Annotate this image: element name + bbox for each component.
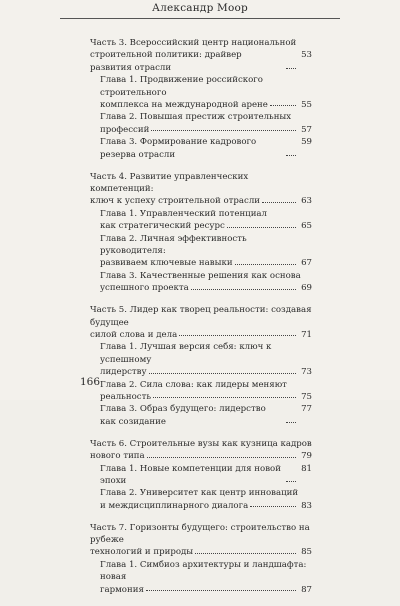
toc-line-last bbox=[90, 329, 312, 341]
dot-leader bbox=[286, 421, 296, 423]
chapter-entry bbox=[90, 233, 312, 270]
chapter-page-number: 81 bbox=[301, 463, 312, 474]
toc-part bbox=[90, 438, 312, 512]
running-header: Александр Моор bbox=[152, 2, 248, 14]
chapter-page-number: 57 bbox=[301, 124, 312, 135]
chapter-entry bbox=[90, 111, 312, 136]
toc-part bbox=[90, 522, 312, 596]
toc-line-last bbox=[100, 500, 312, 512]
toc-line-last bbox=[90, 49, 312, 74]
toc-line-last bbox=[100, 136, 312, 161]
chapter-title-text: профессий bbox=[100, 124, 150, 135]
part-page-number: 85 bbox=[301, 547, 312, 558]
chapter-page-number: 69 bbox=[301, 283, 312, 294]
dot-leader bbox=[227, 226, 296, 228]
chapter-title-text: гармония bbox=[100, 584, 144, 595]
toc-line bbox=[100, 487, 312, 499]
toc-line bbox=[90, 438, 312, 450]
chapter-title-text: Глава 1. Продвижение российского строительного bbox=[100, 75, 263, 98]
chapter-entry bbox=[90, 403, 312, 428]
chapter-entry bbox=[90, 270, 312, 295]
toc-line-last bbox=[90, 450, 312, 462]
table-of-contents bbox=[90, 37, 312, 606]
chapter-entry bbox=[90, 74, 312, 111]
header-rule bbox=[60, 18, 340, 19]
toc-line-last bbox=[100, 403, 312, 428]
toc-line-last bbox=[90, 546, 312, 558]
chapter-page-number: 65 bbox=[301, 221, 312, 232]
part-title-text: Часть 4. Развитие управленческих компетенций: bbox=[90, 171, 249, 194]
toc-line-last bbox=[100, 99, 312, 111]
dot-leader bbox=[286, 67, 296, 69]
toc-line-last bbox=[100, 366, 312, 378]
toc-part bbox=[90, 37, 312, 161]
chapter-page-number: 59 bbox=[301, 137, 312, 148]
part-title bbox=[90, 304, 312, 341]
chapter-title-text: Глава 2. Личная эффективность руководителя: bbox=[100, 233, 247, 256]
chapter-title-text: Глава 2. Университет как центр инноваций bbox=[100, 488, 299, 499]
dot-leader bbox=[250, 505, 296, 507]
dot-leader bbox=[149, 372, 296, 374]
chapter-title-text: успешного проекта bbox=[100, 283, 189, 294]
chapter-title-text: как стратегический ресурс bbox=[100, 221, 225, 232]
toc-line bbox=[100, 208, 312, 220]
part-title-text: Часть 7. Горизонты будущего: строительство на рубеже bbox=[90, 522, 310, 546]
toc-line bbox=[100, 270, 312, 282]
chapter-title-text: Глава 2. Сила слова: как лидеры меняют bbox=[100, 379, 287, 390]
chapter-page-number: 87 bbox=[301, 584, 312, 595]
chapter-title-text: Глава 3. Формирование кадрового резерва отрасли bbox=[100, 137, 257, 160]
toc-line-last bbox=[100, 584, 312, 596]
dot-leader bbox=[235, 263, 296, 265]
dot-leader bbox=[195, 552, 296, 554]
chapter-title-text: развиваем ключевые навыки bbox=[100, 258, 233, 269]
part-title bbox=[90, 37, 312, 74]
part-title-text: ключ к успеху строительной отрасли bbox=[90, 196, 261, 207]
toc-line-last bbox=[100, 220, 312, 232]
part-title-text: нового типа bbox=[90, 451, 145, 462]
page-number: 166 bbox=[80, 376, 101, 388]
chapter-entry bbox=[90, 559, 312, 596]
part-page-number: 53 bbox=[301, 50, 312, 61]
part-title-text: Часть 6. Строительные вузы как кузница кадров bbox=[90, 438, 312, 449]
part-page-number: 79 bbox=[301, 451, 312, 462]
chapter-entry bbox=[90, 136, 312, 161]
chapter-page-number: 77 bbox=[301, 404, 312, 415]
chapter-title-text: Глава 1. Управленческий потенциал bbox=[100, 208, 268, 219]
toc-line bbox=[90, 304, 312, 329]
toc-line bbox=[100, 233, 312, 258]
chapter-title-text: Глава 1. Новые компетенции для новой эпохи bbox=[100, 463, 281, 486]
part-page-number: 71 bbox=[301, 329, 312, 340]
toc-line bbox=[100, 74, 312, 99]
toc-line bbox=[100, 111, 312, 123]
chapter-title-text: Глава 3. Качественные решения как основа bbox=[100, 270, 301, 281]
dot-leader bbox=[153, 396, 296, 398]
chapter-title-text: Глава 1. Симбиоз архитектуры и ландшафта: новая bbox=[100, 559, 307, 583]
toc-line bbox=[100, 379, 312, 391]
dot-leader bbox=[151, 129, 296, 131]
toc-line bbox=[100, 559, 312, 584]
part-title-text: Часть 5. Лидер как творец реальности: создавая будущее bbox=[90, 305, 312, 328]
dot-leader bbox=[286, 154, 296, 156]
chapter-entry bbox=[90, 463, 312, 488]
toc-line bbox=[100, 341, 312, 366]
toc-line bbox=[90, 37, 312, 49]
toc-part bbox=[90, 304, 312, 428]
part-page-number: 63 bbox=[301, 196, 312, 207]
toc-line-last bbox=[90, 195, 312, 207]
chapter-page-number: 75 bbox=[301, 391, 312, 402]
chapter-entry bbox=[90, 487, 312, 512]
chapter-title-text: комплекса на международной арене bbox=[100, 100, 268, 111]
toc-line bbox=[90, 522, 312, 547]
chapter-title-text: Глава 3. Образ будущего: лидерство как созидание bbox=[100, 404, 266, 427]
chapter-title-text: реальность bbox=[100, 391, 151, 402]
part-title-text: Часть 3. Всероссийский центр национальной bbox=[90, 38, 297, 48]
toc-line-last bbox=[100, 257, 312, 269]
chapter-page-number: 73 bbox=[301, 367, 312, 378]
part-title-text: строительной политики: драйвер развития отрасли bbox=[90, 50, 242, 73]
part-title-text: силой слова и дела bbox=[90, 329, 178, 340]
chapter-page-number: 55 bbox=[301, 100, 312, 111]
chapter-entry bbox=[90, 208, 312, 233]
chapter-entry bbox=[90, 341, 312, 378]
chapter-title-text: лидерству bbox=[100, 367, 147, 378]
toc-line-last bbox=[100, 282, 312, 294]
dot-leader bbox=[146, 589, 296, 591]
chapter-page-number: 67 bbox=[301, 258, 312, 269]
part-title bbox=[90, 171, 312, 208]
dot-leader bbox=[147, 456, 296, 458]
part-title-text: технологий и природы bbox=[90, 547, 194, 558]
dot-leader bbox=[270, 104, 296, 106]
toc-line-last bbox=[100, 124, 312, 136]
dot-leader bbox=[179, 334, 296, 336]
toc-line-last bbox=[100, 391, 312, 403]
toc-line bbox=[90, 171, 312, 196]
chapter-title-text: Глава 1. Лучшая версия себя: ключ к успешному bbox=[100, 342, 272, 365]
chapter-page-number: 83 bbox=[301, 500, 312, 511]
part-title bbox=[90, 438, 312, 463]
part-title bbox=[90, 522, 312, 559]
dot-leader bbox=[286, 480, 296, 482]
dot-leader bbox=[262, 201, 296, 203]
dot-leader bbox=[191, 288, 296, 290]
toc-line-last bbox=[100, 463, 312, 488]
chapter-title-text: и междисциплинарного диалога bbox=[100, 500, 249, 511]
toc-part bbox=[90, 171, 312, 295]
chapter-title-text: Глава 2. Повышая престиж строительных bbox=[100, 112, 292, 123]
